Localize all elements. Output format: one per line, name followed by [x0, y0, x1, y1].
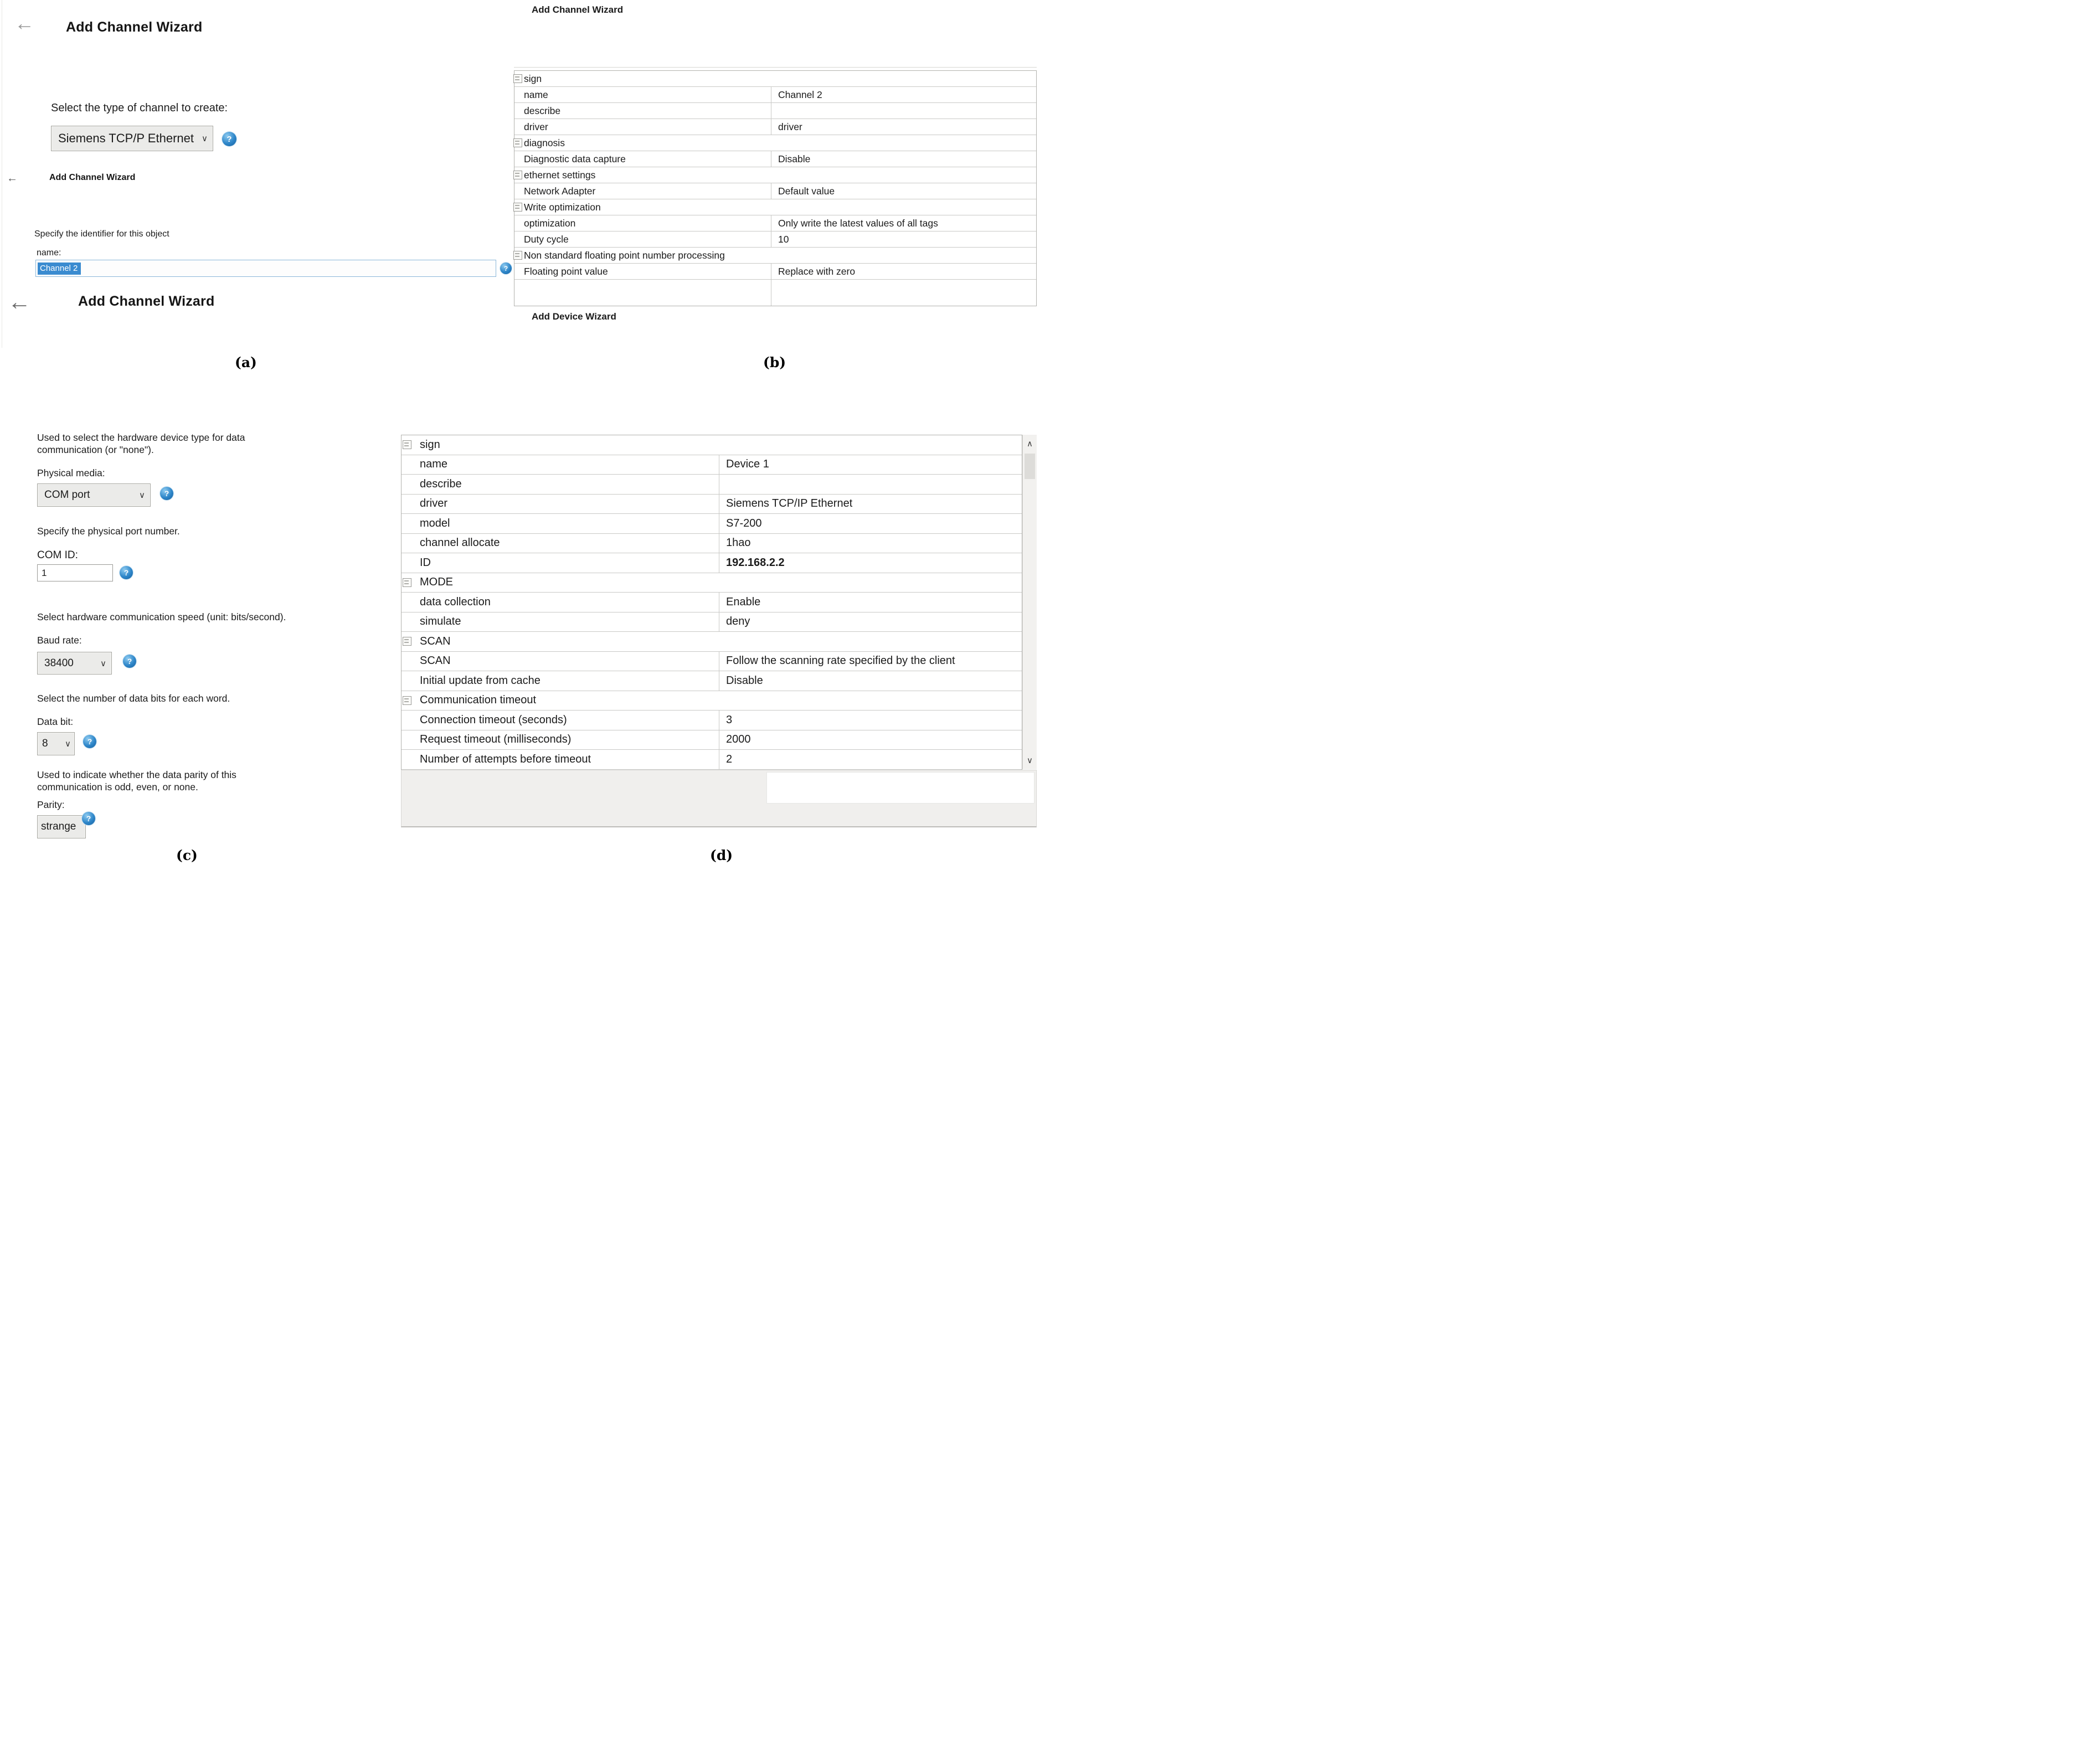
table-row[interactable] [514, 280, 1036, 306]
table-row[interactable] [514, 183, 1036, 199]
row-label: Duty cycle [524, 233, 569, 245]
table-row[interactable] [514, 231, 1036, 248]
device-wizard-footer [401, 770, 1037, 827]
help-icon[interactable]: ? [123, 655, 136, 668]
baud-value: 38400 [44, 657, 74, 669]
row-value: Only write the latest values of all tags [771, 215, 1036, 231]
collapse-icon[interactable] [403, 637, 411, 646]
row-value: 2 [719, 750, 1022, 769]
chevron-down-icon: ∨ [202, 134, 208, 143]
chevron-down-icon: ∨ [100, 658, 106, 668]
help-icon[interactable]: ? [160, 487, 173, 500]
wizard-title-b: Add Channel Wizard [532, 4, 624, 15]
table-row[interactable] [402, 671, 1022, 691]
row-label: Connection timeout (seconds) [420, 713, 567, 726]
wizard-title-1: Add Channel Wizard [66, 19, 203, 35]
parity-value: strange [41, 821, 76, 832]
row-value: Follow the scanning rate specified by the client [719, 652, 1022, 671]
databit-prompt: Select the number of data bits for each word. [37, 693, 230, 704]
physical-media-help-text [37, 432, 245, 456]
collapse-icon[interactable] [403, 696, 411, 705]
row-value: Disable [719, 671, 1022, 691]
table-row[interactable] [402, 573, 1022, 593]
row-label: Request timeout (milliseconds) [420, 733, 572, 746]
help-icon[interactable]: ? [222, 132, 236, 146]
physical-media-dropdown[interactable] [37, 483, 151, 507]
physical-media-label: Physical media: [37, 467, 105, 478]
help-icon[interactable]: ? [500, 262, 512, 274]
row-label: sign [420, 438, 440, 451]
row-label: diagnosis [524, 137, 565, 148]
collapse-icon[interactable] [513, 171, 522, 179]
row-label: Diagnostic data capture [524, 153, 626, 164]
row-label: ID [420, 556, 431, 569]
chevron-down-icon: ∨ [139, 491, 145, 500]
row-value: 2000 [719, 730, 1022, 750]
port-prompt: Specify the physical port number. [37, 526, 180, 537]
collapse-icon[interactable] [513, 138, 522, 147]
wizard-title-2: Add Channel Wizard [49, 173, 136, 182]
table-row[interactable] [402, 691, 1022, 711]
row-value: Channel 2 [771, 87, 1036, 102]
row-label: Non standard floating point number processing [524, 249, 725, 261]
table-row[interactable] [402, 475, 1022, 495]
parity-dropdown[interactable] [37, 815, 86, 838]
table-row[interactable] [402, 652, 1022, 672]
figure-label-c: (c) [176, 847, 198, 863]
back-arrow-icon[interactable]: ← [14, 12, 34, 34]
parity-label: Parity: [37, 799, 65, 810]
baud-label: Baud rate: [37, 635, 82, 646]
divider [514, 67, 1037, 68]
row-value: Siemens TCP/IP Ethernet [719, 495, 1022, 514]
row-label: optimization [524, 217, 576, 229]
table-row[interactable] [514, 248, 1036, 264]
table-row[interactable] [402, 534, 1022, 554]
collapse-icon[interactable] [403, 578, 411, 587]
wizard-title-3: Add Channel Wizard [78, 294, 215, 309]
com-id-value: 1 [42, 567, 47, 578]
help-icon[interactable]: ? [83, 735, 96, 748]
table-row[interactable] [514, 87, 1036, 103]
text-line: communication (or "none"). [37, 444, 154, 455]
row-value: Device 1 [719, 455, 1022, 475]
row-value: 10 [771, 231, 1036, 247]
row-value: 3 [719, 711, 1022, 730]
row-label: describe [420, 477, 462, 490]
identifier-label: Specify the identifier for this object [34, 229, 169, 239]
property-grid-channel [514, 70, 1037, 306]
collapse-icon[interactable] [513, 203, 522, 212]
scrollbar-thumb[interactable] [1025, 454, 1035, 479]
back-arrow-icon[interactable]: ← [8, 289, 31, 315]
row-value: 192.168.2.2 [719, 553, 1022, 573]
figure-canvas [0, 0, 1050, 873]
row-value: 1hao [719, 534, 1022, 553]
text-line: Used to select the hardware device type for data [37, 432, 245, 443]
table-row[interactable] [514, 71, 1036, 87]
row-label: driver [524, 121, 548, 132]
com-id-label: COM ID: [37, 549, 78, 561]
row-label: sign [524, 73, 542, 84]
table-row[interactable] [402, 612, 1022, 632]
table-row[interactable] [514, 167, 1036, 183]
parity-help-text [37, 769, 236, 794]
row-label: name [420, 458, 448, 471]
table-row[interactable] [402, 750, 1022, 770]
row-label: SCAN [420, 635, 451, 647]
row-value [771, 103, 1036, 119]
row-value: deny [719, 612, 1022, 632]
collapse-icon[interactable] [403, 440, 411, 449]
row-label: describe [524, 105, 561, 116]
table-row[interactable] [402, 495, 1022, 514]
name-label: name: [37, 248, 61, 258]
channel-type-value: Siemens TCP/P Ethernet [58, 131, 194, 145]
row-value: Enable [719, 593, 1022, 612]
row-label: Write optimization [524, 201, 601, 213]
selected-text: Channel 2 [38, 262, 81, 275]
row-value: driver [771, 119, 1036, 135]
row-label: simulate [420, 615, 461, 628]
row-label: model [420, 517, 450, 529]
vertical-scrollbar[interactable] [1022, 435, 1037, 769]
table-row[interactable] [514, 135, 1036, 151]
row-label: Number of attempts before timeout [420, 753, 591, 765]
footer-input[interactable] [766, 772, 1034, 804]
figure-label-b: (b) [763, 354, 786, 370]
property-grid-device [401, 435, 1022, 770]
channel-type-label: Select the type of channel to create: [51, 102, 228, 114]
name-input[interactable] [35, 260, 496, 277]
com-id-input[interactable] [37, 564, 113, 581]
collapse-icon[interactable] [513, 74, 522, 83]
row-label: channel allocate [420, 537, 500, 549]
table-row[interactable] [402, 593, 1022, 612]
scroll-down-button[interactable]: ∨ [1027, 756, 1033, 765]
row-label: Communication timeout [420, 694, 537, 707]
collapse-icon[interactable] [513, 251, 522, 260]
scroll-up-button[interactable]: ∧ [1027, 439, 1033, 449]
databit-dropdown[interactable] [37, 732, 75, 755]
row-value: S7-200 [719, 514, 1022, 533]
baud-dropdown[interactable] [37, 652, 112, 675]
row-label: MODE [420, 576, 453, 589]
text-line: communication is odd, even, or none. [37, 781, 198, 792]
baud-prompt: Select hardware communication speed (unit: bits/second). [37, 611, 286, 622]
row-label: name [524, 89, 548, 100]
row-label: Network Adapter [524, 185, 596, 197]
row-label: Initial update from cache [420, 674, 541, 687]
table-row[interactable] [402, 455, 1022, 475]
table-row[interactable] [402, 435, 1022, 455]
table-row[interactable] [402, 553, 1022, 573]
row-value [719, 475, 1022, 494]
row-value: Default value [771, 183, 1036, 199]
table-row[interactable] [514, 151, 1036, 167]
physical-media-value: COM port [44, 489, 90, 501]
table-row[interactable] [402, 711, 1022, 730]
text-line: Used to indicate whether the data parity of this [37, 769, 236, 780]
table-row[interactable] [514, 103, 1036, 119]
chevron-down-icon: ∨ [65, 739, 71, 749]
figure-label-a: (a) [235, 354, 257, 370]
wizard-title-add-device: Add Device Wizard [532, 311, 616, 322]
row-label: ethernet settings [524, 169, 596, 181]
databit-label: Data bit: [37, 716, 74, 727]
databit-value: 8 [42, 738, 48, 749]
channel-type-dropdown[interactable] [51, 126, 213, 151]
table-row[interactable] [402, 730, 1022, 750]
table-row[interactable] [402, 632, 1022, 652]
table-row[interactable] [514, 215, 1036, 231]
row-label: SCAN [420, 655, 451, 667]
row-value: Replace with zero [771, 264, 1036, 279]
table-row[interactable] [514, 119, 1036, 135]
row-label: driver [420, 497, 448, 510]
help-icon[interactable]: ? [120, 566, 133, 579]
row-value: Disable [771, 151, 1036, 167]
figure-label-d: (d) [710, 847, 733, 863]
table-row[interactable] [514, 199, 1036, 215]
help-icon[interactable]: ? [82, 812, 95, 825]
row-label: Floating point value [524, 265, 608, 277]
table-row[interactable] [514, 264, 1036, 280]
table-row[interactable] [402, 514, 1022, 534]
back-arrow-icon[interactable]: ← [7, 172, 18, 184]
row-label: data collection [420, 595, 491, 608]
